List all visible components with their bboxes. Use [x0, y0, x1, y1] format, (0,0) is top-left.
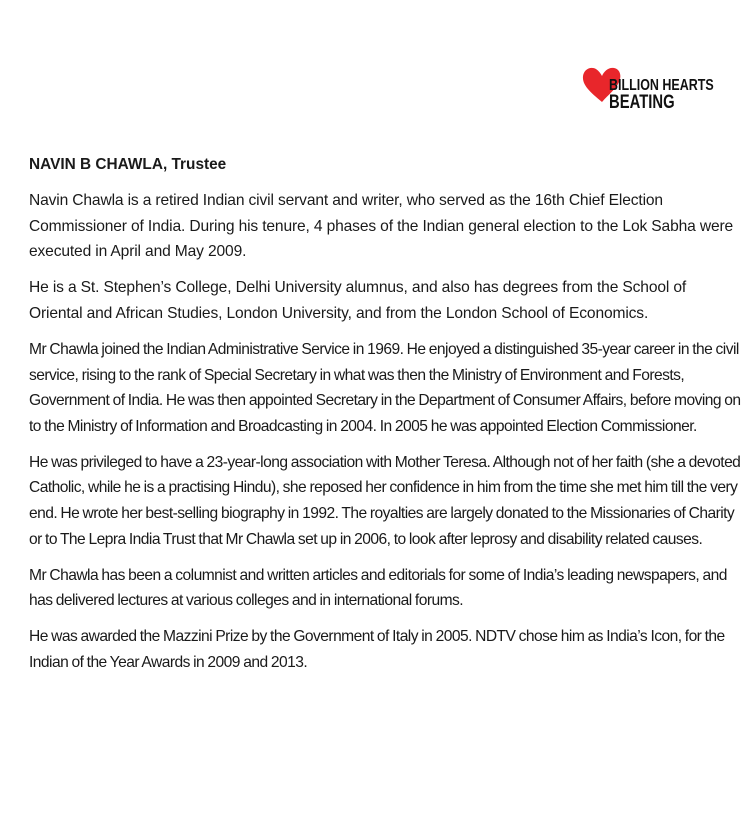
- logo-wordmark: [609, 78, 714, 112]
- trustee-bio: [29, 154, 741, 686]
- logo-line-2: BEATING: [609, 92, 675, 113]
- page-title: NAVIN B CHAWLA, Trustee: [29, 156, 227, 173]
- bio-paragraph-5: Mr Chawla has been a columnist and written articles and editorials for some of India’s leading newspapers, and has delivered lectures at various colleges and in international forums.: [29, 566, 727, 610]
- logo-line-1: BILLION HEARTS: [609, 77, 714, 94]
- billion-hearts-beating-logo: [582, 66, 742, 116]
- bio-paragraph-2: He is a St. Stephen’s College, Delhi University alumnus, and also has degrees from the School of Oriental and African Studies, London University, and from the London School of Economics.: [29, 279, 687, 322]
- bio-paragraph-1: Navin Chawla is a retired Indian civil servant and writer, who served as the 16th Chief Election Commissioner of India. During his tenure, 4 phases of the Indian general election to the Lok Sabha were executed in April and May 2009.: [29, 192, 734, 261]
- bio-paragraph-3: Mr Chawla joined the Indian Administrative Service in 1969. He enjoyed a distinguished 35-year career in the civil service, rising to the rank of Special Secretary in what was then the Ministry of Environment and Forests, Government of India. He was then appointed Secretary in the Department of Consumer Affairs, before moving on to the Ministry of Information and Broadcasting in 2004. In 2005 he was appointed Election Commissioner.: [29, 340, 741, 435]
- bio-paragraph-6: He was awarded the Mazzini Prize by the Government of Italy in 2005. NDTV chose him as India’s Icon, for the Indian of the Year Awards in 2009 and 2013.: [29, 628, 725, 671]
- bio-paragraph-4: He was privileged to have a 23-year-long association with Mother Teresa. Although not of her faith (she a devoted Catholic, while he is a practising Hindu), she reposed her confidence in him from the time she met him till the very end. He wrote her best-selling biography in 1992. The royalties are largely donated to the Missionaries of Charity or to The Lepra India Trust that Mr Chawla set up in 2006, to look after leprosy and disability related causes.: [29, 453, 741, 548]
